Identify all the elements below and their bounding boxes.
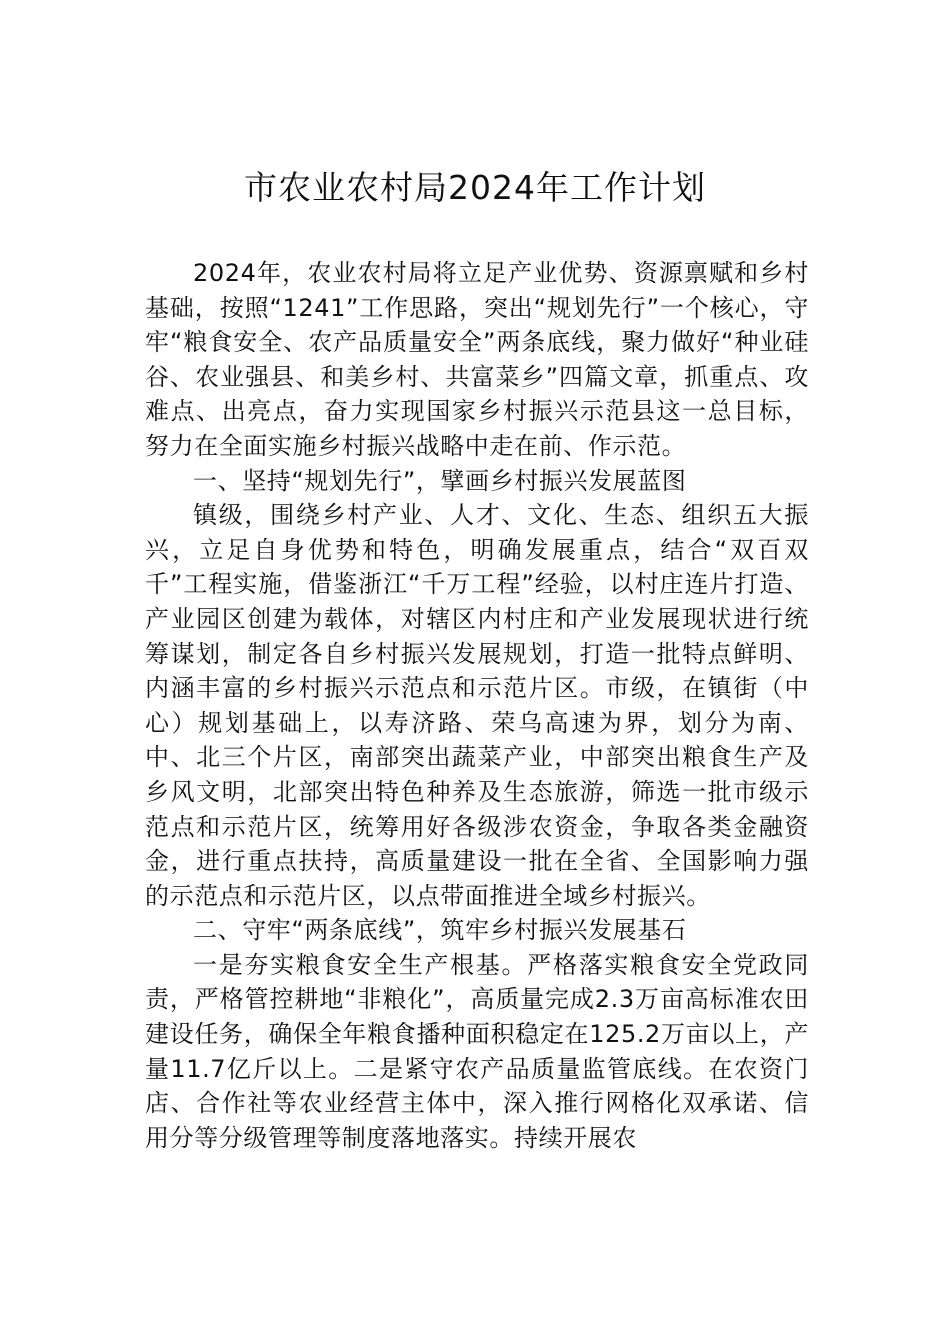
section-2-paragraph: 一是夯实粮食安全生产根基。严格落实粮食安全党政同责，严格管控耕地“非粮化”，高质量完成2.3万亩高标准农田建设任务，确保全年粮食播种面积稳定在125.2万亩以上，产量11.7亿斤以上。二是紧守农产品质量监管底线。在农资门店、合作社等农业经营主体中，深入推行网格化双承诺、信用分等分级管理等制度落地落实。持续开展农	[145, 950, 809, 1152]
section-heading-2: 二、守牢“两条底线”，筑牢乡村振兴发展基石	[193, 916, 687, 945]
intro-paragraph: 2024年，农业农村局将立足产业优势、资源禀赋和乡村基础，按照“1241”工作思路，突出“规划先行”一个核心，守牢“粮食安全、农产品质量安全”两条底线，聚力做好“种业硅谷、农业强县、和美乡村、共富菜乡”四篇文章，抓重点、攻难点、出亮点，奋力实现国家乡村振兴示范县这一总目标，努力在全面实施乡村振兴战略中走在前、作示范。	[145, 259, 809, 460]
section-1-paragraph: 镇级，围绕乡村产业、人才、文化、生态、组织五大振兴，立足自身优势和特色，明确发展重点，结合“双百双千”工程实施，借鉴浙江“千万工程”经验，以村庄连片打造、产业园区创建为载体，对辖区内村庄和产业发展现状进行统筹谋划，制定各自乡村振兴发展规划，打造一批特点鲜明、内涵丰富的乡村振兴示范点和示范片区。市级，在镇街（中心）规划基础上，以寿济路、荣乌高速为界，划分为南、中、北三个片区，南部突出蔬菜产业，中部突出粮食生产及乡风文明，北部突出特色种养及生态旅游，筛选一批市级示范点和示范片区，统筹用好各级涉农资金，争取各类金融资金，进行重点扶持，高质量建设一批在全省、全国影响力强的示范点和示范片区，以点带面推进全域乡村振兴。	[145, 501, 809, 910]
document-title: 市农业农村局2024年工作计划	[244, 168, 706, 207]
section-heading-1: 一、坚持“规划先行”，擘画乡村振兴发展蓝图	[193, 466, 687, 495]
document-body	[145, 256, 809, 1155]
